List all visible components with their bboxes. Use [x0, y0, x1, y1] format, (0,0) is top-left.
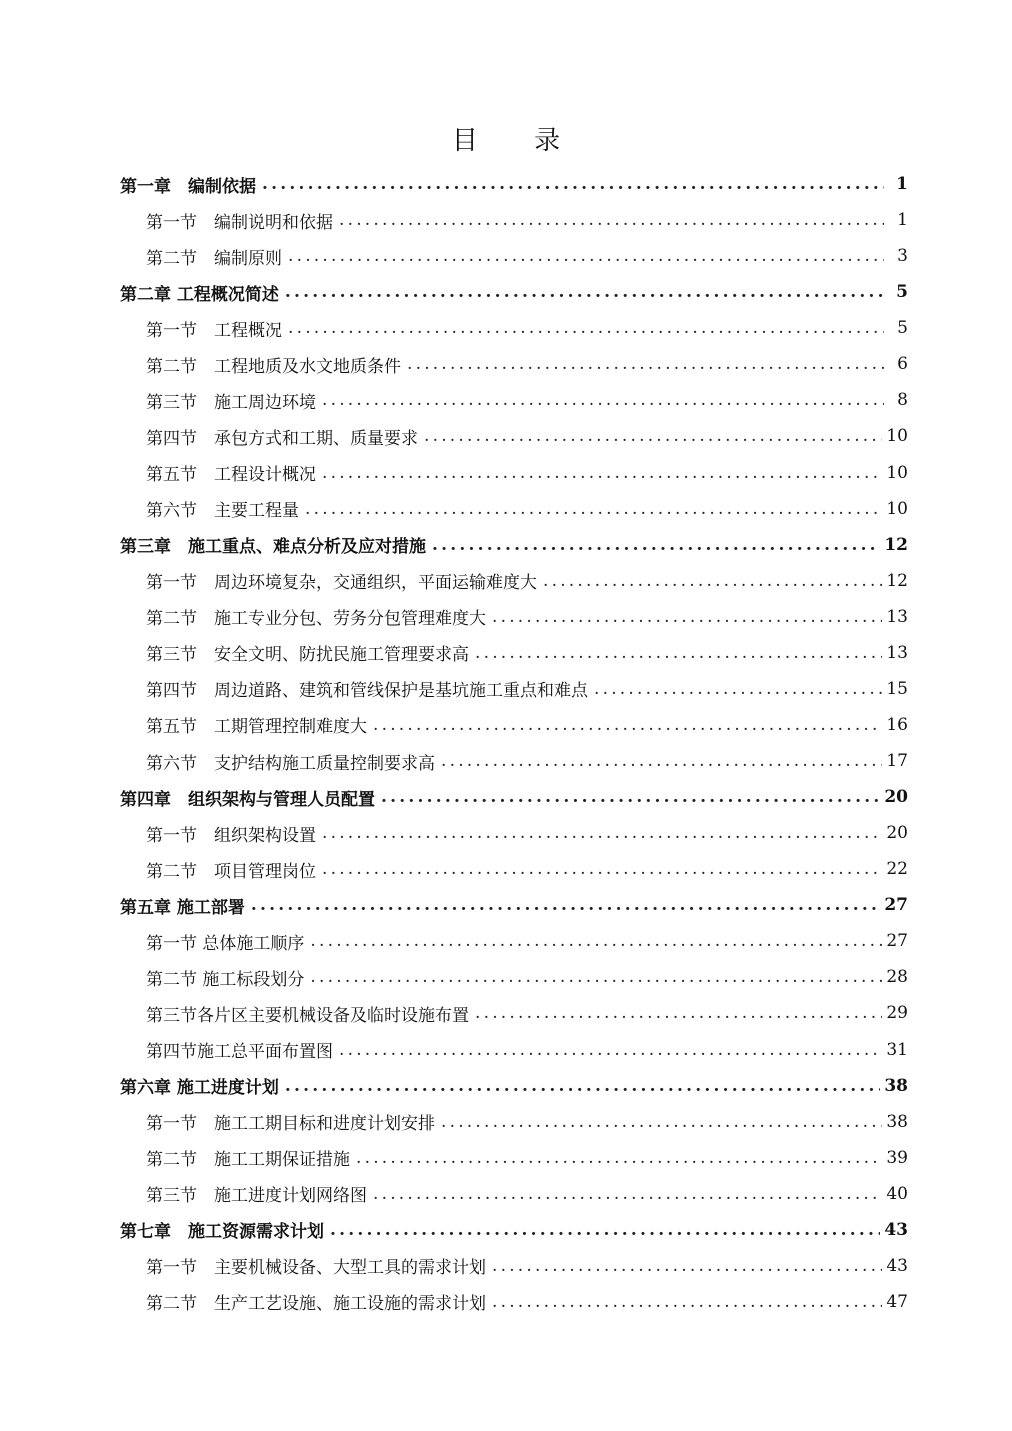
toc-entry-label: 第一节 编制说明和依据: [146, 212, 333, 233]
toc-dot-leader: [285, 282, 884, 302]
toc-page-number: 12: [886, 570, 908, 591]
toc-section-entry[interactable]: [120, 455, 908, 491]
toc-dot-leader: [381, 787, 880, 807]
toc-dot-leader: [285, 1076, 880, 1096]
toc-chapter-entry[interactable]: [120, 887, 908, 923]
toc-page-number: 5: [897, 318, 908, 339]
toc-entry-label: 第二节 施工工期保证措施: [146, 1150, 350, 1171]
toc-entry-label: 第六节 支护结构施工质量控制要求高: [146, 753, 435, 774]
toc-dot-leader: [330, 1220, 880, 1240]
toc-section-entry[interactable]: [120, 1032, 908, 1068]
toc-section-entry[interactable]: [120, 1284, 908, 1320]
toc-entry-label: 第七章 施工资源需求计划: [120, 1222, 324, 1243]
toc-section-entry[interactable]: [120, 563, 908, 599]
toc-page-number: 43: [886, 1255, 908, 1276]
toc-entry-label: 第四节 周边道路、建筑和管线保护是基坑施工重点和难点: [146, 681, 588, 702]
toc-entry-label: 第一章 编制依据: [120, 176, 256, 197]
toc-page-number: 16: [886, 714, 908, 735]
toc-section-entry[interactable]: [120, 1104, 908, 1140]
toc-dot-leader: [288, 246, 884, 266]
toc-dot-leader: [310, 931, 882, 951]
toc-chapter-entry[interactable]: [120, 1212, 908, 1248]
toc-dot-leader: [441, 751, 882, 771]
toc-page-number: 12: [884, 534, 908, 555]
toc-page-number: 27: [884, 895, 908, 916]
toc-section-entry[interactable]: [120, 1176, 908, 1212]
toc-dot-leader: [475, 643, 882, 663]
toc-dot-leader: [441, 1112, 882, 1132]
toc-entry-label: 第六章 施工进度计划: [120, 1078, 279, 1099]
toc-chapter-entry[interactable]: [120, 166, 908, 202]
toc-section-entry[interactable]: [120, 382, 908, 418]
toc-dot-leader: [373, 1184, 882, 1204]
toc-entry-label: 第二节 工程地质及水文地质条件: [146, 356, 401, 377]
toc-section-entry[interactable]: [120, 995, 908, 1031]
toc-page-number: 1: [896, 174, 908, 195]
toc-section-entry[interactable]: [120, 923, 908, 959]
toc-dot-leader: [373, 715, 882, 735]
toc-entry-label: 第二节 施工专业分包、劳务分包管理难度大: [146, 609, 486, 630]
toc-section-entry[interactable]: [120, 671, 908, 707]
toc-page-number: 17: [886, 751, 908, 772]
toc-entry-label: 第四章 组织架构与管理人员配置: [120, 789, 375, 810]
toc-entry-label: 第三节 安全文明、防扰民施工管理要求高: [146, 645, 469, 666]
toc-page-number: 10: [886, 462, 908, 483]
toc-entry-label: 第一节 总体施工顺序: [146, 933, 305, 954]
page-title: 目 录: [451, 126, 585, 156]
toc-entry-label: 第二节 生产工艺设施、施工设施的需求计划: [146, 1294, 486, 1315]
toc-page-number: 3: [897, 246, 908, 267]
toc-dot-leader: [543, 571, 882, 591]
toc-dot-leader: [262, 174, 884, 194]
toc-section-entry[interactable]: [120, 599, 908, 635]
toc-section-entry[interactable]: [120, 1248, 908, 1284]
toc-page-number: 31: [886, 1039, 908, 1060]
toc-dot-leader: [492, 607, 882, 627]
toc-page-number: 22: [886, 859, 908, 880]
toc-chapter-entry[interactable]: [120, 274, 908, 310]
toc-section-entry[interactable]: [120, 346, 908, 382]
toc-section-entry[interactable]: [120, 635, 908, 671]
toc-entry-label: 第三节 施工进度计划网络图: [146, 1186, 367, 1207]
toc-dot-leader: [322, 390, 884, 410]
toc-page-number: 40: [886, 1183, 908, 1204]
toc-section-entry[interactable]: [120, 851, 908, 887]
toc-page-number: 15: [886, 678, 908, 699]
toc-dot-leader: [322, 859, 882, 879]
toc-dot-leader: [424, 426, 882, 446]
toc-dot-leader: [432, 535, 880, 555]
toc-dot-leader: [310, 967, 882, 987]
toc-chapter-entry[interactable]: [120, 779, 908, 815]
toc-page-number: 6: [897, 354, 908, 375]
toc-page-number: 29: [886, 1003, 908, 1024]
toc-entry-label: 第三节各片区主要机械设备及临时设施布置: [146, 1005, 469, 1026]
toc-dot-leader: [492, 1292, 882, 1312]
toc-chapter-entry[interactable]: [120, 527, 908, 563]
table-of-contents: [120, 166, 908, 1320]
toc-section-entry[interactable]: [120, 815, 908, 851]
toc-entry-label: 第五章 施工部署: [120, 897, 245, 918]
toc-section-entry[interactable]: [120, 418, 908, 454]
toc-dot-leader: [356, 1148, 882, 1168]
toc-dot-leader: [322, 463, 882, 483]
toc-dot-leader: [305, 499, 882, 519]
toc-page-number: 38: [884, 1075, 908, 1096]
toc-section-entry[interactable]: [120, 1140, 908, 1176]
toc-page-number: 13: [886, 642, 908, 663]
toc-section-entry[interactable]: [120, 959, 908, 995]
toc-entry-label: 第二节 项目管理岗位: [146, 861, 316, 882]
toc-dot-leader: [492, 1256, 882, 1276]
toc-page-number: 10: [886, 426, 908, 447]
toc-entry-label: 第一节 主要机械设备、大型工具的需求计划: [146, 1258, 486, 1279]
toc-entry-label: 第四节 承包方式和工期、质量要求: [146, 428, 418, 449]
toc-entry-label: 第三章 施工重点、难点分析及应对措施: [120, 537, 426, 558]
toc-page-number: 20: [886, 823, 908, 844]
toc-entry-label: 第四节施工总平面布置图: [146, 1042, 333, 1063]
toc-chapter-entry[interactable]: [120, 1068, 908, 1104]
toc-page-number: 38: [886, 1111, 908, 1132]
toc-section-entry[interactable]: [120, 743, 908, 779]
toc-entry-label: 第二章 工程概况简述: [120, 284, 279, 305]
toc-section-entry[interactable]: [120, 707, 908, 743]
toc-page-number: 8: [897, 390, 908, 411]
toc-page-number: 27: [886, 931, 908, 952]
toc-dot-leader: [594, 679, 882, 699]
toc-page-number: 43: [884, 1219, 908, 1240]
toc-entry-label: 第五节 工程设计概况: [146, 465, 316, 486]
toc-section-entry[interactable]: [120, 491, 908, 527]
toc-entry-label: 第五节 工期管理控制难度大: [146, 717, 367, 738]
toc-dot-leader: [475, 1003, 882, 1023]
toc-dot-leader: [251, 895, 880, 915]
toc-page-number: 39: [886, 1147, 908, 1168]
toc-page-number: 28: [886, 967, 908, 988]
toc-page-number: 1: [897, 210, 908, 231]
toc-page-number: 10: [886, 498, 908, 519]
toc-entry-label: 第三节 施工周边环境: [146, 392, 316, 413]
toc-section-entry[interactable]: [120, 238, 908, 274]
toc-entry-label: 第一节 组织架构设置: [146, 825, 316, 846]
toc-page-number: 5: [896, 282, 908, 303]
toc-entry-label: 第一节 工程概况: [146, 320, 282, 341]
toc-section-entry[interactable]: [120, 310, 908, 346]
toc-page-number: 47: [886, 1291, 908, 1312]
toc-dot-leader: [339, 1040, 882, 1060]
toc-dot-leader: [407, 354, 884, 374]
toc-page-number: 20: [884, 787, 908, 808]
toc-page-number: 13: [886, 606, 908, 627]
toc-section-entry[interactable]: [120, 202, 908, 238]
toc-dot-leader: [322, 823, 882, 843]
toc-entry-label: 第二节 施工标段划分: [146, 969, 305, 990]
toc-dot-leader: [288, 318, 884, 338]
toc-entry-label: 第一节 施工工期目标和进度计划安排: [146, 1114, 435, 1135]
toc-entry-label: 第六节 主要工程量: [146, 501, 299, 522]
toc-dot-leader: [339, 210, 884, 230]
toc-entry-label: 第二节 编制原则: [146, 248, 282, 269]
toc-entry-label: 第一节 周边环境复杂，交通组织，平面运输难度大: [146, 573, 537, 594]
